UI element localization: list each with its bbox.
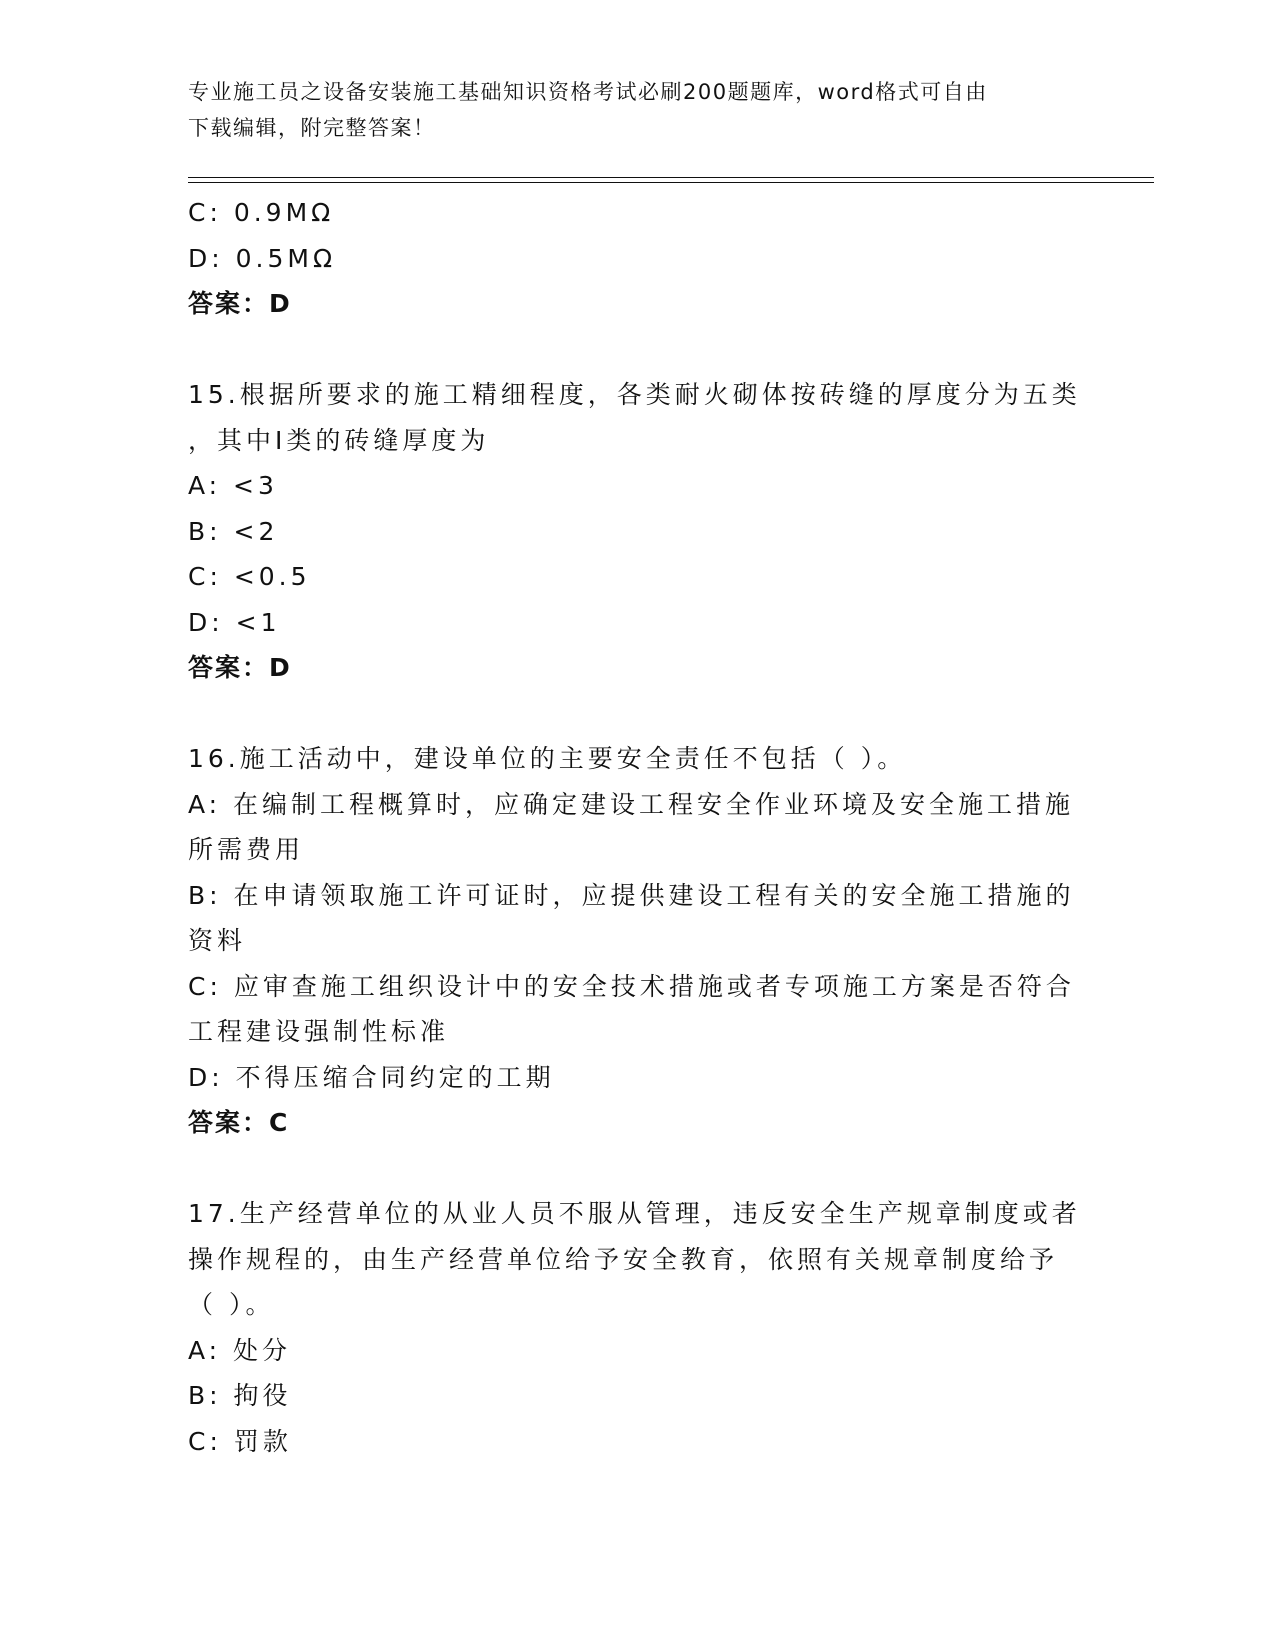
answer-label: 答案：D [188, 653, 292, 682]
option-a: A: 处分 [188, 1335, 292, 1365]
option-a: A: <3 [188, 471, 278, 500]
question-text: 操作规程的，由生产经营单位给予安全教育，依照有关规章制度给予 [188, 1244, 1059, 1274]
question-content [188, 190, 1088, 1464]
header-line-2: 下载编辑，附完整答案！ [188, 116, 436, 140]
option-b: B: 在申请领取施工许可证时，应提供建设工程有关的安全施工措施的 [188, 880, 1075, 910]
spacer [188, 691, 1088, 737]
question-15 [188, 372, 1088, 691]
header-rule-bottom [188, 182, 1154, 183]
option-a-continued: 所需费用 [188, 835, 305, 864]
option-b: B: <2 [188, 516, 279, 546]
question-16 [188, 736, 1088, 1146]
question-text: 17.生产经营单位的从业人员不服从管理，违反安全生产规章制度或者 [188, 1199, 1081, 1228]
question-text: ，其中Ⅰ类的砖缝厚度为 [188, 425, 490, 455]
option-c: C: 应审查施工组织设计中的安全技术措施或者专项施工方案是否符合 [188, 971, 1075, 1001]
option-c-continued: 工程建设强制性标准 [188, 1017, 450, 1046]
option-c: C: 罚款 [188, 1426, 292, 1456]
spacer [188, 1146, 1088, 1192]
document-header [188, 74, 1088, 146]
header-line-1: 专业施工员之设备安装施工基础知识资格考试必刷200题题库，word格式可自由 [188, 80, 988, 104]
answer-label: 答案：D [188, 289, 292, 318]
question-14-continued [188, 190, 1088, 327]
spacer [188, 327, 1088, 373]
option-c: C: 0.9MΩ [188, 198, 335, 227]
question-text: （ ）。 [188, 1290, 275, 1319]
option-b-continued: 资料 [188, 926, 247, 955]
question-text: 15.根据所要求的施工精细程度，各类耐火砌体按砖缝的厚度分为五类 [188, 380, 1081, 409]
option-a: A: 在编制工程概算时，应确定建设工程安全作业环境及安全施工措施 [188, 789, 1075, 819]
question-17 [188, 1191, 1088, 1464]
option-d: D: <1 [188, 607, 281, 637]
option-c: C: <0.5 [188, 562, 311, 591]
option-b: B: 拘役 [188, 1381, 292, 1410]
answer-label: 答案：C [188, 1108, 290, 1137]
header-rule-top [188, 177, 1154, 178]
question-text: 16.施工活动中，建设单位的主要安全责任不包括（ ）。 [188, 744, 907, 773]
option-d: D: 0.5MΩ [188, 243, 337, 273]
option-d: D: 不得压缩合同约定的工期 [188, 1062, 555, 1092]
